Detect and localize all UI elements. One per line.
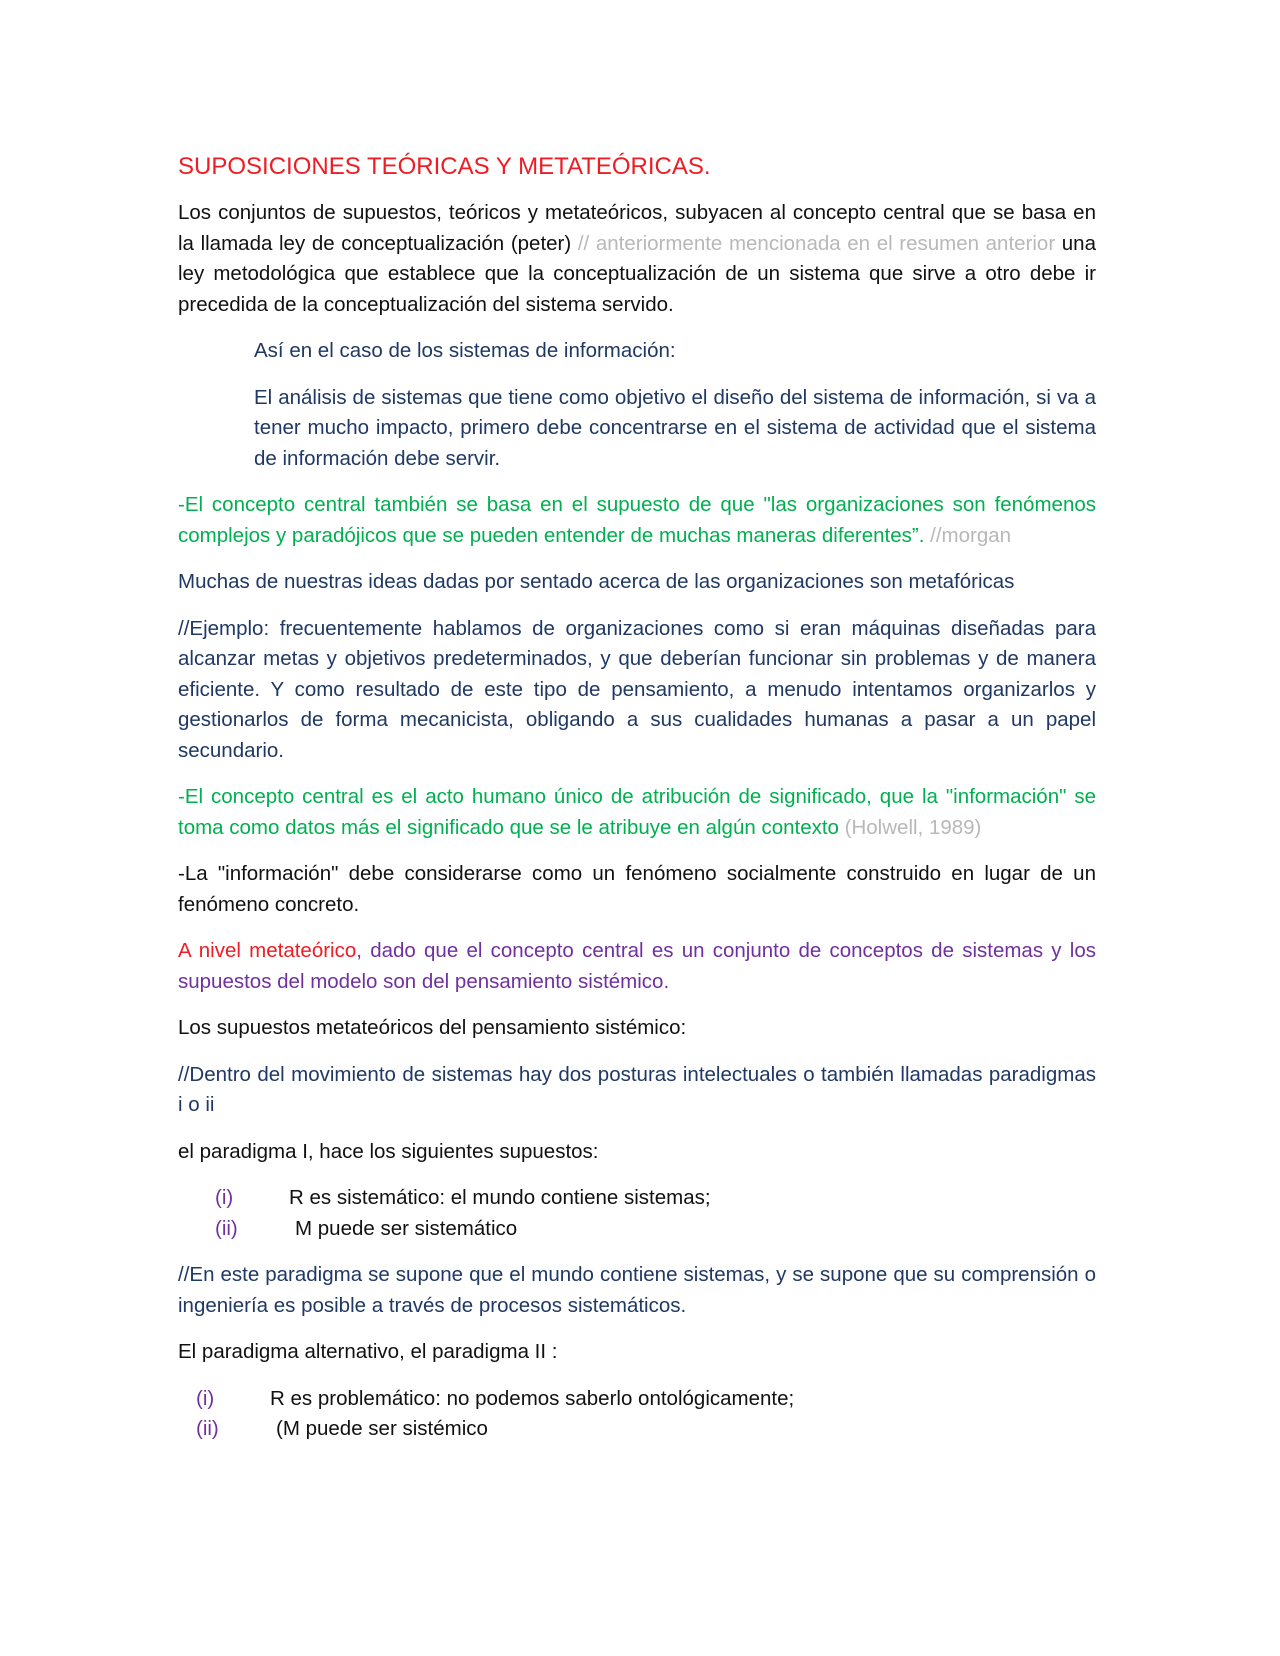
paragraph-conceptualization-law xyxy=(178,198,1096,320)
paragraph-information-construct: -La "información" debe considerarse como un fenómeno socialmente construido en lugar de un fenómeno concreto. xyxy=(178,862,1096,916)
paragraph-meaning-attribution xyxy=(178,782,1096,843)
list-item-text: M puede ser sistemático xyxy=(295,1216,518,1240)
paragraph-text: Los conjuntos de supuestos, teóricos y metateóricos, subyacen al concepto central que se basa en la llamada ley de conceptualización (peter) xyxy=(178,201,1096,255)
list-item xyxy=(178,1214,1096,1245)
highlight-text: A nivel metateórico xyxy=(178,939,357,962)
paradigm-two-list xyxy=(178,1384,1096,1445)
paragraph-paradigm-two: El paradigma alternativo, el paradigma II : xyxy=(178,1340,558,1363)
list-item-text: (M puede ser sistémico xyxy=(276,1417,488,1440)
paragraph-metaphors: Muchas de nuestras ideas dadas por sentado acerca de las organizaciones son metafóricas xyxy=(178,570,1015,593)
paradigm-one-list xyxy=(178,1183,1096,1244)
paragraph-text: -El concepto central es el acto humano único de atribución de significado, que la "información" se toma como datos más el significado que se le atribuye en algún contexto xyxy=(178,785,1096,839)
list-item-text: R es problemático: no podemos saberlo ontológicamente; xyxy=(270,1386,795,1410)
paragraph-paradigm-one-note: //En este paradigma se supone que el mundo contiene sistemas, y se supone que su comprensión o ingeniería es posible a través de procesos sistemáticos. xyxy=(178,1263,1096,1317)
inline-citation: (Holwell, 1989) xyxy=(838,815,982,839)
inline-comment: // anteriormente mencionada en el resumen anterior xyxy=(571,231,1056,255)
paragraph-metatheoretical-assumptions: Los supuestos metateóricos del pensamiento sistémico: xyxy=(178,1016,687,1039)
document-page xyxy=(178,150,1096,1461)
paragraph-information-systems-intro: Así en el caso de los sistemas de información: xyxy=(254,339,676,362)
paragraph-paradigm-one: el paradigma I, hace los siguientes supuestos: xyxy=(178,1139,599,1163)
list-item xyxy=(178,1384,1096,1415)
list-item xyxy=(178,1414,1096,1445)
document-title: SUPOSICIONES TEÓRICAS Y METATEÓRICAS. xyxy=(178,153,711,180)
list-item-number: (i) xyxy=(215,1186,234,1209)
list-item-text: R es sistemático: el mundo contiene sistemas; xyxy=(289,1186,711,1209)
paragraph-text: -El concepto central también se basa en el supuesto de que "las organizaciones son fenómenos complejos y paradójicos que se pueden entender de muchas maneras diferentes”. xyxy=(178,493,1096,547)
paragraph-text-continued: una ley metodológica que establece que la conceptualización de un sistema que sirve a otro debe ir precedida de la conceptualización del sistema servido. xyxy=(178,231,1096,316)
list-item-number: (ii) xyxy=(196,1417,219,1440)
paragraph-systems-analysis: El análisis de sistemas que tiene como objetivo el diseño del sistema de información, si va a tener mucho impacto, primero debe concentrarse en el sistema de actividad que el sistema de información debe servir. xyxy=(254,385,1096,470)
paragraph-paradigms-note: //Dentro del movimiento de sistemas hay dos posturas intelectuales o también llamadas paradigmas i o ii xyxy=(178,1062,1096,1116)
paragraph-text: , dado que el concepto central es un conjunto de conceptos de sistemas y los supuestos del modelo son del pensamiento sistémico. xyxy=(178,939,1096,993)
list-item xyxy=(178,1183,1096,1214)
list-item-number: (ii) xyxy=(215,1216,238,1240)
list-item-number: (i) xyxy=(196,1386,215,1410)
paragraph-organizations-assumption xyxy=(178,490,1096,551)
inline-comment: //morgan xyxy=(924,523,1012,547)
paragraph-example: //Ejemplo: frecuentemente hablamos de organizaciones como si eran máquinas diseñadas para alcanzar metas y objetivos predeterminados, y que deberían funcionar sin problemas y de manera eficiente. Y como resultado de este tipo de pensamiento, a menudo intentamos organizarlos y gestionarlos de forma mecanicista, obligando a sus cualidades humanas a pasar a un papel secundario. xyxy=(178,616,1096,762)
paragraph-metatheoretical-level xyxy=(178,936,1096,997)
